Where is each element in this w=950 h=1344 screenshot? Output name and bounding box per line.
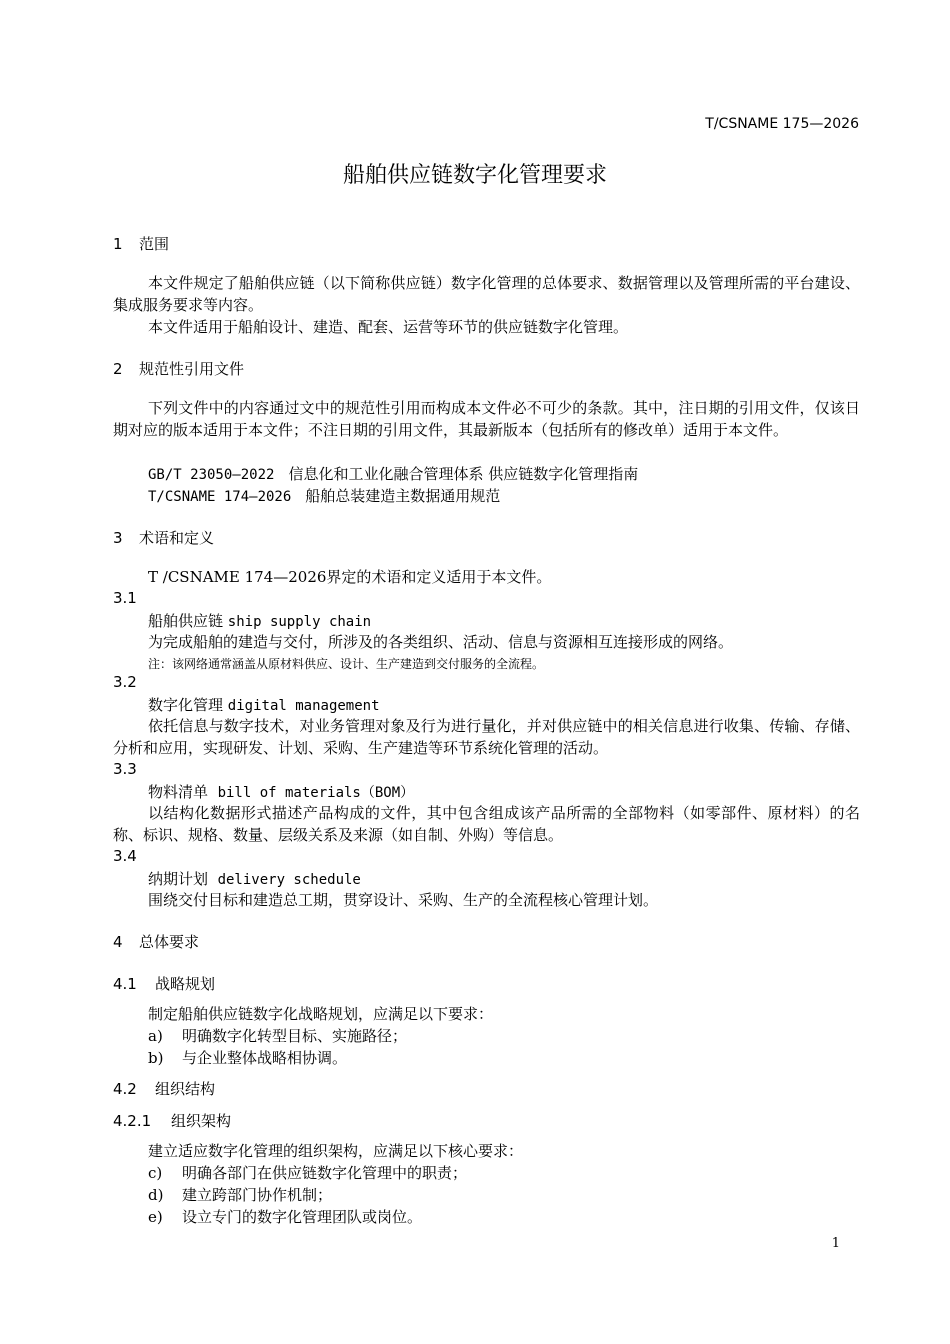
list-marker: c) (148, 1164, 163, 1182)
subsection-number: 4.1 (113, 975, 137, 993)
reference-item (148, 485, 500, 508)
document-title: 船舶供应链数字化管理要求 (342, 163, 607, 188)
paragraph: 建立适应数字化管理的组织架构，应满足以下核心要求： (148, 1142, 524, 1160)
section-title: 规范性引用文件 (139, 360, 245, 378)
subsection-title: 组织结构 (155, 1080, 216, 1098)
list-text: 明确数字化转型目标、实施路径； (182, 1027, 408, 1045)
reference-code: T/CSNAME 174—2026 (148, 489, 292, 505)
term-definition: 依托信息与数字技术，对业务管理对象及行为进行量化，并对供应链中的相关信息进行收集、传输、存储、分析和应用，实现研发、计划、采购、生产建造等环节系统化管理的活动。 (113, 717, 860, 757)
list-item (148, 1184, 332, 1205)
section-number: 4 (113, 933, 123, 951)
list-marker: b) (148, 1049, 164, 1067)
section-title: 总体要求 (139, 933, 200, 951)
reference-name: 船舶总装建造主数据通用规范 (305, 487, 501, 505)
term-english: ship supply chain (227, 614, 372, 630)
term-heading (148, 610, 371, 633)
section-title: 术语和定义 (139, 529, 215, 547)
term-english: delivery schedule (217, 872, 361, 888)
term-chinese: 物料清单 (148, 783, 209, 801)
page-number: 1 (831, 1236, 840, 1251)
section-number: 2 (113, 360, 123, 378)
section-3-heading (113, 527, 214, 548)
term-chinese: 船舶供应链 (148, 612, 224, 630)
section-2-heading (113, 358, 244, 379)
reference-name: 信息化和工业化融合管理体系 供应链数字化管理指南 (288, 465, 639, 483)
paragraph: 下列文件中的内容通过文中的规范性引用而构成本文件必不可少的条款。其中，注日期的引用文件，仅该日期对应的版本适用于本文件；不注日期的引用文件，其最新版本（包括所有的修改单）适用于本文件。 (113, 399, 860, 439)
term-definition: 以结构化数据形式描述产品构成的文件，其中包含组成该产品所需的全部物料（如零部件、原材料）的名称、标识、规格、数量、层级关系及来源（如自制、外购）等信息。 (113, 804, 860, 844)
reference-item (148, 463, 638, 486)
paragraph: 本文件适用于船舶设计、建造、配套、运营等环节的供应链数字化管理。 (148, 318, 629, 336)
subsection-title: 战略规划 (155, 975, 216, 993)
section-number: 3 (113, 529, 123, 547)
subsection-4-2-heading (113, 1078, 215, 1099)
term-number: 3.2 (113, 673, 137, 691)
subsection-number: 4.2.1 (113, 1112, 152, 1130)
term-definition: 围绕交付目标和建造总工期，贯穿设计、采购、生产的全流程核心管理计划。 (148, 891, 659, 909)
paragraph: T /CSNAME 174—2026界定的术语和定义适用于本文件。 (148, 568, 552, 586)
term-heading (148, 781, 414, 804)
term-number: 3.4 (113, 847, 137, 865)
reference-code: GB/T 23050—2022 (148, 467, 275, 483)
subsection-title: 组织架构 (171, 1112, 232, 1130)
list-item (148, 1025, 407, 1046)
paragraph: 本文件规定了船舶供应链（以下简称供应链）数字化管理的总体要求、数据管理以及管理所需的平台建设、集成服务要求等内容。 (113, 274, 860, 314)
term-number: 3.3 (113, 760, 137, 778)
paragraph: 制定船舶供应链数字化战略规划，应满足以下要求： (148, 1005, 494, 1023)
term-definition: 为完成船舶的建造与交付，所涉及的各类组织、活动、信息与资源相互连接形成的网络。 (148, 633, 734, 651)
term-note: 注：该网络通常涵盖从原材料供应、设计、生产建造到交付服务的全流程。 (148, 657, 545, 671)
term-english: bill of materials（BOM） (217, 785, 415, 801)
section-number: 1 (113, 235, 123, 253)
section-1-heading (113, 233, 169, 254)
list-item (148, 1162, 467, 1183)
standard-number: T/CSNAME 175—2026 (705, 116, 859, 132)
list-item (148, 1047, 347, 1068)
list-marker: d) (148, 1186, 164, 1204)
subsection-4-2-1-heading (113, 1110, 231, 1131)
list-item (148, 1206, 422, 1227)
term-heading (148, 694, 380, 717)
subsection-number: 4.2 (113, 1080, 137, 1098)
section-4-heading (113, 931, 199, 952)
list-text: 设立专门的数字化管理团队或岗位。 (182, 1208, 423, 1226)
list-text: 建立跨部门协作机制； (182, 1186, 333, 1204)
term-english: digital management (227, 698, 380, 714)
term-heading (148, 868, 361, 891)
list-text: 明确各部门在供应链数字化管理中的职责； (182, 1164, 468, 1182)
list-marker: e) (148, 1208, 163, 1226)
subsection-4-1-heading (113, 973, 215, 994)
term-number: 3.1 (113, 589, 137, 607)
term-chinese: 数字化管理 (148, 696, 224, 714)
list-marker: a) (148, 1027, 163, 1045)
list-text: 与企业整体战略相协调。 (182, 1049, 348, 1067)
term-chinese: 纳期计划 (148, 870, 209, 888)
section-title: 范围 (139, 235, 170, 253)
